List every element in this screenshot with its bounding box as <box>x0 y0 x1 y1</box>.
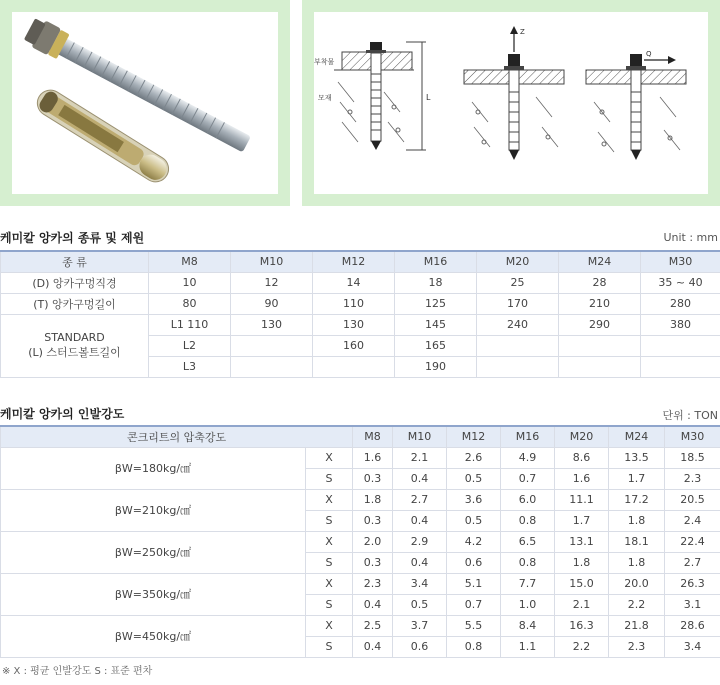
anchor-diagram-svg <box>314 12 708 194</box>
table-row <box>1 531 720 552</box>
cell: 28 <box>559 272 641 293</box>
cell: 2.4 <box>665 510 720 531</box>
pullout-strength-table <box>0 425 720 658</box>
stddev-label: S <box>306 510 353 531</box>
cell: 5.1 <box>447 573 501 594</box>
cell: 380 <box>641 314 720 335</box>
cell: 0.3 <box>353 510 393 531</box>
col-m20: M20 <box>477 251 559 272</box>
cell: 18.5 <box>665 447 720 468</box>
table-row <box>1 489 720 510</box>
row-label: (T) 앙카구멍길이 <box>1 293 149 314</box>
cell: 240 <box>477 314 559 335</box>
cell: 3.4 <box>393 573 447 594</box>
cell: 0.3 <box>353 468 393 489</box>
cell: 1.8 <box>609 552 665 573</box>
col-m20: M20 <box>555 426 609 447</box>
cell: 0.4 <box>393 552 447 573</box>
cell <box>641 335 720 356</box>
sub-label: L1 110 <box>149 314 231 335</box>
col-m16: M16 <box>501 426 555 447</box>
sub-label: L3 <box>149 356 231 377</box>
cell: 2.2 <box>555 636 609 657</box>
length-label: L <box>426 93 431 102</box>
stddev-label: S <box>306 552 353 573</box>
cell: 2.6 <box>447 447 501 468</box>
cell: 14 <box>313 272 395 293</box>
concrete-strength-label: βW=350kg/㎠ <box>1 573 306 615</box>
cell: 0.8 <box>447 636 501 657</box>
footnote: ※ X : 평균 인발강도 S : 표준 편차 <box>2 666 153 677</box>
stddev-label: S <box>306 594 353 615</box>
diagram-installed <box>314 42 431 150</box>
cell: 1.6 <box>353 447 393 468</box>
cell: 0.3 <box>353 552 393 573</box>
diagram-shear <box>586 50 686 160</box>
cell: 0.5 <box>447 468 501 489</box>
diagram-tension <box>464 26 564 160</box>
cell: 1.8 <box>353 489 393 510</box>
cell: 0.7 <box>501 468 555 489</box>
stddev-label: S <box>306 468 353 489</box>
table-header-row <box>1 251 720 272</box>
table-row <box>1 573 720 594</box>
cell: 80 <box>149 293 231 314</box>
cell: 13.1 <box>555 531 609 552</box>
cell: 4.9 <box>501 447 555 468</box>
cell: 0.4 <box>353 636 393 657</box>
cell: 17.2 <box>609 489 665 510</box>
cell: 170 <box>477 293 559 314</box>
cell: 190 <box>395 356 477 377</box>
cell: 2.2 <box>609 594 665 615</box>
cell: 26.3 <box>665 573 720 594</box>
cell: 2.3 <box>665 468 720 489</box>
mean-label: X <box>306 615 353 636</box>
cell: 15.0 <box>555 573 609 594</box>
cell <box>477 356 559 377</box>
cell: 0.6 <box>447 552 501 573</box>
cell: 2.0 <box>353 531 393 552</box>
pullout-table-body <box>1 447 720 657</box>
concrete-strength-label: βW=180kg/㎠ <box>1 447 306 489</box>
cell: 4.2 <box>447 531 501 552</box>
col-m8: M8 <box>353 426 393 447</box>
concrete-strength-label: βW=450kg/㎠ <box>1 615 306 657</box>
col-m24: M24 <box>609 426 665 447</box>
stddev-label: S <box>306 636 353 657</box>
cell <box>313 356 395 377</box>
cell: 6.0 <box>501 489 555 510</box>
cell: 8.6 <box>555 447 609 468</box>
cell: 3.6 <box>447 489 501 510</box>
cell: 18 <box>395 272 477 293</box>
cell <box>231 335 313 356</box>
cell: 1.7 <box>609 468 665 489</box>
cell: 0.7 <box>447 594 501 615</box>
cell: 90 <box>231 293 313 314</box>
col-m30: M30 <box>641 251 720 272</box>
cell: 0.8 <box>501 510 555 531</box>
z-label: Z <box>520 28 525 36</box>
table-row <box>1 272 720 293</box>
header-type: 종 류 <box>1 251 149 272</box>
chemical-anchor-illustration <box>12 12 278 194</box>
col-m24: M24 <box>559 251 641 272</box>
cell: 3.1 <box>665 594 720 615</box>
cell: 0.5 <box>447 510 501 531</box>
cell: 110 <box>313 293 395 314</box>
cell: 10 <box>149 272 231 293</box>
cell: 145 <box>395 314 477 335</box>
cell <box>231 356 313 377</box>
cell: 0.6 <box>393 636 447 657</box>
installation-diagram-frame <box>302 0 720 206</box>
col-m10: M10 <box>393 426 447 447</box>
cell: 6.5 <box>501 531 555 552</box>
cell: 2.3 <box>609 636 665 657</box>
anchor-spec-table <box>0 250 720 378</box>
col-m30: M30 <box>665 426 720 447</box>
base-label: 모재 <box>318 94 332 102</box>
cell: 160 <box>313 335 395 356</box>
table2-unit: 단위 : TON <box>662 409 718 422</box>
cell: 13.5 <box>609 447 665 468</box>
q-label: Q <box>646 50 652 58</box>
cell: 35 ~ 40 <box>641 272 720 293</box>
cell: 2.1 <box>393 447 447 468</box>
cell: 16.3 <box>555 615 609 636</box>
cell: 0.4 <box>393 510 447 531</box>
cell: 20.5 <box>665 489 720 510</box>
cell: 20.0 <box>609 573 665 594</box>
col-m12: M12 <box>313 251 395 272</box>
table-row <box>1 314 720 335</box>
mean-label: X <box>306 489 353 510</box>
table-row <box>1 293 720 314</box>
col-m16: M16 <box>395 251 477 272</box>
cell: 12 <box>231 272 313 293</box>
cell: 2.7 <box>665 552 720 573</box>
cell: 7.7 <box>501 573 555 594</box>
col-m12: M12 <box>447 426 501 447</box>
cell: 0.4 <box>353 594 393 615</box>
cell: 2.9 <box>393 531 447 552</box>
cell: 0.5 <box>393 594 447 615</box>
cell: 1.8 <box>609 510 665 531</box>
cell <box>559 356 641 377</box>
cell: 18.1 <box>609 531 665 552</box>
cell: 2.1 <box>555 594 609 615</box>
cell: 290 <box>559 314 641 335</box>
cell: 130 <box>231 314 313 335</box>
cell: 28.6 <box>665 615 720 636</box>
cell: 2.7 <box>393 489 447 510</box>
table-row <box>1 447 720 468</box>
product-photo-frame <box>0 0 290 206</box>
standard-label-cell <box>1 314 149 377</box>
attachment-label: 부착물 <box>314 58 335 66</box>
cell: 2.5 <box>353 615 393 636</box>
cell: 130 <box>313 314 395 335</box>
cell <box>477 335 559 356</box>
mean-label: X <box>306 447 353 468</box>
installation-diagrams <box>314 12 708 194</box>
cell: 5.5 <box>447 615 501 636</box>
cell: 3.7 <box>393 615 447 636</box>
mean-label: X <box>306 573 353 594</box>
cell: 22.4 <box>665 531 720 552</box>
cell: 25 <box>477 272 559 293</box>
row-label: (D) 앙카구멍직경 <box>1 272 149 293</box>
cell: 0.8 <box>501 552 555 573</box>
cell: 11.1 <box>555 489 609 510</box>
mean-label: X <box>306 531 353 552</box>
stud-bolt-length-label: (L) 스터드볼트길이 <box>28 346 121 359</box>
cell: 125 <box>395 293 477 314</box>
col-m10: M10 <box>231 251 313 272</box>
table1-title: 케미칼 앙카의 종류 및 제원 <box>0 231 145 245</box>
standard-label: STANDARD <box>44 331 105 344</box>
cell: 165 <box>395 335 477 356</box>
cell: 1.0 <box>501 594 555 615</box>
cell: 1.1 <box>501 636 555 657</box>
header-concrete-strength: 콘크리트의 압축강도 <box>1 426 353 447</box>
cell: 1.8 <box>555 552 609 573</box>
table-header-row <box>1 426 720 447</box>
sub-label: L2 <box>149 335 231 356</box>
cell: 280 <box>641 293 720 314</box>
concrete-strength-label: βW=210kg/㎠ <box>1 489 306 531</box>
cell: 1.6 <box>555 468 609 489</box>
cell: 1.7 <box>555 510 609 531</box>
col-m8: M8 <box>149 251 231 272</box>
cell <box>641 356 720 377</box>
table1-unit: Unit : mm <box>663 231 718 244</box>
cell: 21.8 <box>609 615 665 636</box>
cell: 0.4 <box>393 468 447 489</box>
cell: 2.3 <box>353 573 393 594</box>
product-photo <box>12 12 278 194</box>
cell: 210 <box>559 293 641 314</box>
cell <box>559 335 641 356</box>
table2-title: 케미칼 앙카의 인발강도 <box>0 407 125 421</box>
cell: 8.4 <box>501 615 555 636</box>
table-row <box>1 615 720 636</box>
cell: 3.4 <box>665 636 720 657</box>
concrete-strength-label: βW=250kg/㎠ <box>1 531 306 573</box>
